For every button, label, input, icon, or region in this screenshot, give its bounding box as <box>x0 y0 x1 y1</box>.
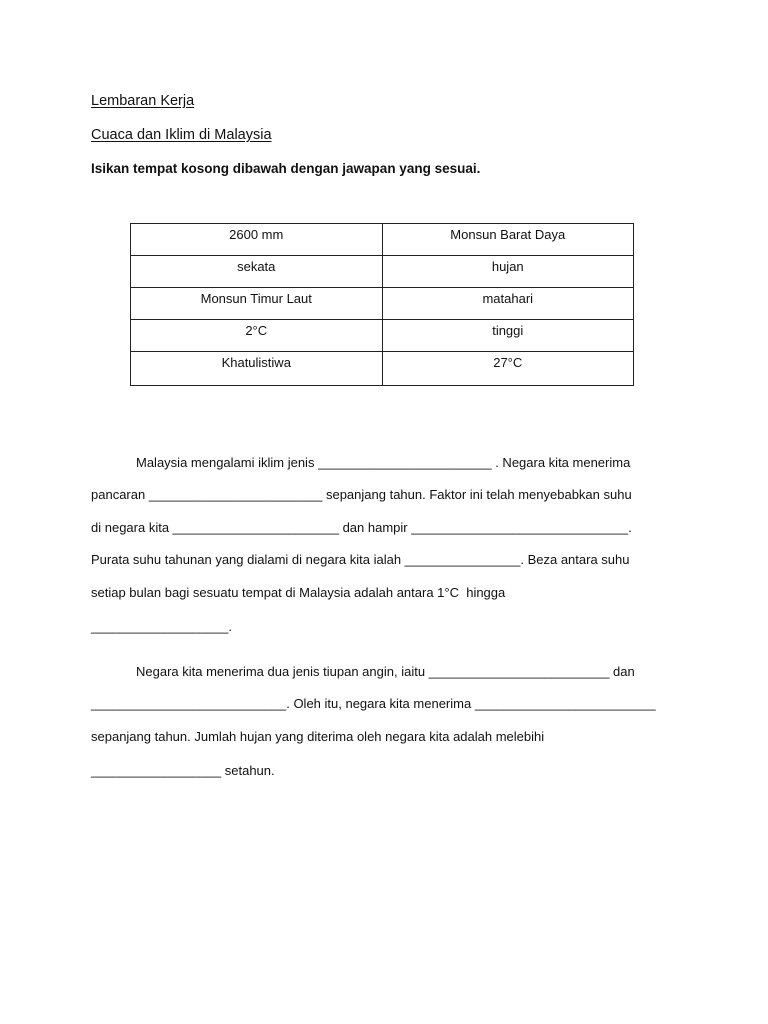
table-cell: Khatulistiwa <box>131 352 383 386</box>
table-cell: tinggi <box>382 320 634 352</box>
table-cell: Monsun Timur Laut <box>131 288 383 320</box>
table-cell: 2600 mm <box>131 224 383 256</box>
paragraph-1-line-5: setiap bulan bagi sesuatu tempat di Malaysia adalah antara 1°C hingga <box>91 585 506 600</box>
word-bank-table <box>130 223 634 386</box>
answer-blank[interactable]: _________________________ <box>428 664 610 679</box>
answer-blank[interactable]: ________________________ <box>148 487 323 502</box>
table-row <box>131 256 634 288</box>
worksheet-subtitle: Cuaca dan Iklim di Malaysia <box>91 127 272 143</box>
table-cell: 27°C <box>382 352 634 386</box>
table-row <box>131 224 634 256</box>
instruction-text: Isikan tempat kosong dibawah dengan jawapan yang sesuai. <box>91 161 481 176</box>
answer-blank[interactable]: __________________ <box>91 763 222 778</box>
answer-blank[interactable]: _________________________ <box>474 696 656 711</box>
answer-blank[interactable]: ___________________ <box>91 619 229 634</box>
table-row <box>131 352 634 386</box>
table-cell: 2°C <box>131 320 383 352</box>
paragraph-1-line-3: di negara kita _______________________ dan hampir ______________________________. <box>91 520 632 535</box>
table-cell: sekata <box>131 256 383 288</box>
paragraph-1-line-6: ___________________. <box>91 619 232 634</box>
paragraph-2-line-1: Negara kita menerima dua jenis tiupan angin, iaitu _________________________ dan <box>136 664 635 679</box>
table-row <box>131 320 634 352</box>
paragraph-2-line-3: sepanjang tahun. Jumlah hujan yang diterima oleh negara kita adalah melebihi <box>91 729 545 744</box>
table-cell: hujan <box>382 256 634 288</box>
answer-blank[interactable]: ________________ <box>404 552 521 567</box>
paragraph-1-line-4: Purata suhu tahunan yang dialami di negara kita ialah ________________. Beza antara suhu <box>91 552 630 567</box>
worksheet-title: Lembaran Kerja <box>91 93 195 109</box>
answer-blank[interactable]: ___________________________ <box>91 696 287 711</box>
paragraph-1-line-2: pancaran ________________________ sepanjang tahun. Faktor ini telah menyebabkan suhu <box>91 487 632 502</box>
paragraph-1-line-1: Malaysia mengalami iklim jenis ________________________ . Negara kita menerima <box>136 455 631 470</box>
answer-blank[interactable]: ________________________ <box>318 455 492 470</box>
answer-blank[interactable]: ______________________________ <box>411 520 629 535</box>
paragraph-2-line-4: __________________ setahun. <box>91 763 275 778</box>
answer-blank[interactable]: _______________________ <box>172 520 339 535</box>
table-row <box>131 288 634 320</box>
table-cell: Monsun Barat Daya <box>382 224 634 256</box>
paragraph-2-line-2: ___________________________. Oleh itu, negara kita menerima _________________________ <box>91 696 656 711</box>
table-cell: matahari <box>382 288 634 320</box>
